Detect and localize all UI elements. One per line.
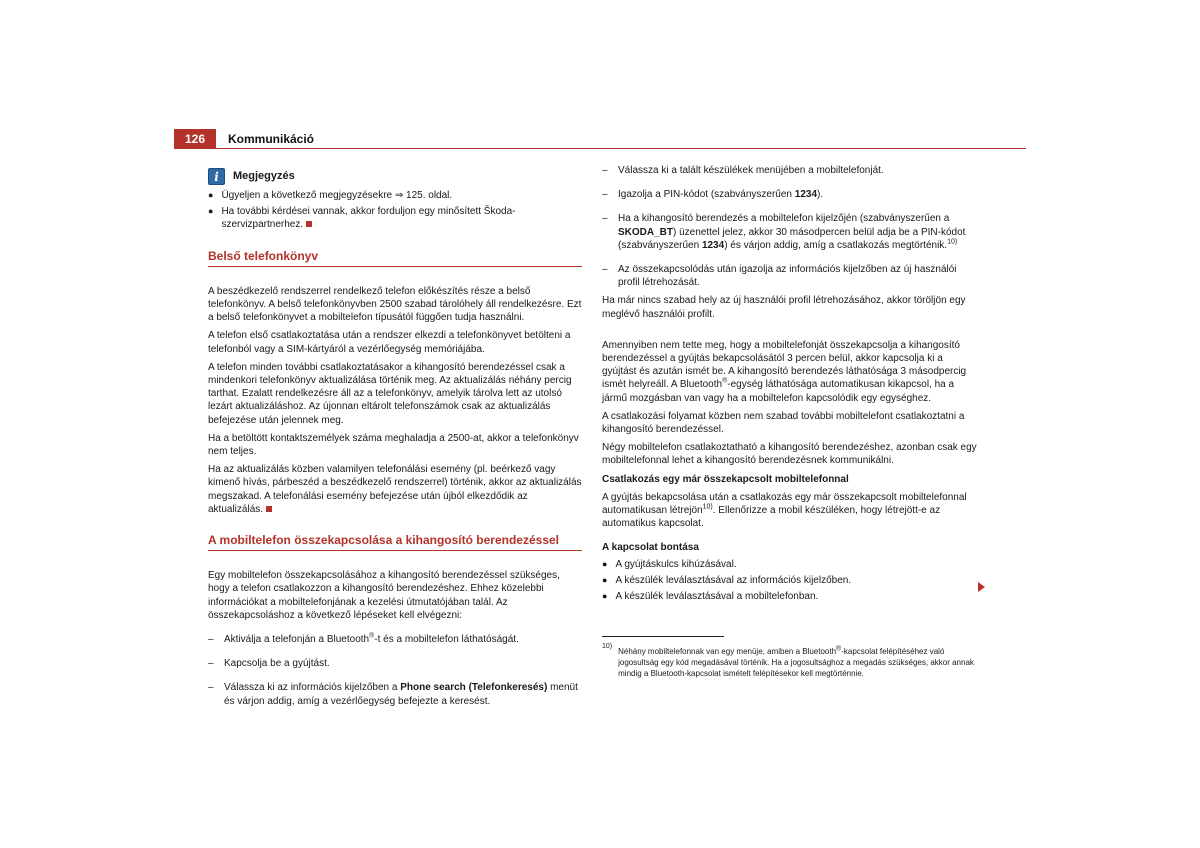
subheading-connected: Csatlakozás egy már összekapcsolt mobiltelefonnal <box>602 473 849 485</box>
section-title: Kommunikáció <box>228 132 315 146</box>
step-text: Az összekapcsolódás után igazolja az információs kijelzőben az új használói profil létrehozását. <box>618 264 957 289</box>
header-rule <box>174 148 1026 149</box>
page-number: 126 <box>174 129 216 149</box>
dash-mark: – <box>602 213 608 225</box>
dash-mark: – <box>602 189 608 201</box>
footnote-rule <box>602 636 724 637</box>
footnote-text: Néhány mobiltelefonnak van egy menüje, amiben a Bluetooth <box>618 647 837 656</box>
list-item <box>602 558 978 571</box>
heading-phonebook: Belső telefonkönyv <box>208 250 582 267</box>
paragraph: Ha a betöltött kontaktszemélyek száma meghaladja a 2500-at, akkor a telefonkönyv nem teljes. <box>208 432 579 458</box>
dash-mark: – <box>602 165 608 176</box>
step-text: Kapcsolja be a gyújtást. <box>224 658 330 670</box>
right-column <box>602 164 978 603</box>
step-item <box>602 164 978 177</box>
heading-pairing: A mobiltelefon összekapcsolása a kihangosító berendezéssel <box>208 534 582 551</box>
step-item <box>602 212 978 252</box>
left-column <box>208 168 582 708</box>
end-mark-icon <box>306 221 312 227</box>
step-text: -t és a mobiltelefon láthatóságát. <box>374 634 519 646</box>
next-page-arrow-icon <box>978 582 985 592</box>
bullet-icon: ● <box>602 591 608 602</box>
end-mark-icon <box>266 506 272 512</box>
paragraph: Egy mobiltelefon összekapcsolásához a kihangosító berendezéssel szükséges, hogy a telefon csatlakozzon a kihangosító berendezéshez. Ehhez közelebbi információkat a mobiltelefonjának a kezelési útmutatójában talál. Az összekapcsoláshoz a következő lépéseket kell elvégezni: <box>208 570 560 621</box>
dash-mark: – <box>208 682 214 694</box>
step-text: menüt és várjon addig, amíg a vezérlőegység befejezte a keresést. <box>224 682 578 707</box>
paragraph: A gyújtás bekapcsolása után a csatlakozás egy már összekapcsolt mobiltelefonnal automatikusan létrejön <box>602 491 967 517</box>
paragraph: Amennyiben nem tette meg, hogy a mobiltelefonját összekapcsolja a kihangosító berendezéssel a gyújtás bekapcsolásától 3 percen belül, akkor kapcsolja ki a gyújtást és azután ismét be. A kihangosító berendezés láthatósága 3 másodpercig ismét helyreáll. A Bluetooth <box>602 339 967 391</box>
menu-name: Phone search (Telefonkeresés) <box>400 682 548 694</box>
paragraph: -egység láthatósága automatikusan kikapcsol, ha a jármű mozgásban van vagy ha a mobiltelefon kapcsolódik egy egységhez. <box>602 379 955 404</box>
paragraph: Négy mobiltelefon csatlakoztatható a kihangosító berendezéshez, azonban csak egy mobiltelefonnal lehet a kihangosító berendezésnek kommunikálni. <box>602 442 977 467</box>
step-item <box>208 657 582 670</box>
list-text: A gyújtáskulcs kihúzásával. <box>615 558 737 570</box>
list-item <box>602 590 978 603</box>
paragraph: A beszédkezelő rendszerrel rendelkező telefon előkészítés része a belső telefonkönyv. A belső telefonkönyvben 2500 szabad tárolóhely áll rendelkezésre. Ezt a belső telefonkönyvet a mobiltelefon típusától függően tudja használni. <box>208 285 582 324</box>
paragraph: Ha az aktualizálás közben valamilyen telefonálási esemény (pl. beérkező vagy kimenő hívás, párbeszéd a beszédkezelő rendszerrel) történik, akkor az aktualizálás megszakad. A telefonálási esemény befejezése után újból elkezdődik az aktualizálás. <box>208 464 582 515</box>
bullet-icon: ● <box>602 574 608 585</box>
bullet-icon: ● <box>208 190 214 200</box>
step-item <box>208 633 582 646</box>
pin-code: 1234 <box>701 239 725 251</box>
paragraph: A csatlakozási folyamat közben nem szabad további mobiltelefont csatlakoztatni a kihangosító berendezéssel. <box>602 410 965 436</box>
paragraph: A telefon minden további csatlakoztatásakor a kihangosító berendezéssel csak a mindenkori telefonkönyv aktualizálása történik meg. Az aktualizálás néhány percig tarthat. Ezalatt rendelkezésre áll az a telefonkönyv, amelyik tárolva lett az utolsó lezárt aktualizáláshoz. Az újonnan eltárolt telefonszámok csak az aktualizálás befejezése után jelennek meg. <box>208 361 572 426</box>
step-text: ) üzenettel jelez, akkor 30 másodpercen belül adja be a PIN-kódot (szabványszerűen <box>618 226 966 251</box>
step-text: ). <box>817 189 824 201</box>
list-text: A készülék leválasztásával az információs kijelzőben. <box>615 574 852 586</box>
note-text: Ha további kérdései vannak, akkor forduljon egy minősített Škoda-szervizpartnerhez. <box>221 206 516 231</box>
footnote-text: -kapcsolat felépítéséhez való jogosultság egy kód megadásával történik. Ha a jogosultsághoz a megadás szükséges, akkor annak mindig a Bluetooth-kapcsolat ismételt felépítésekor kell megtörténnie. <box>618 647 974 678</box>
note-header <box>208 168 582 185</box>
step-item <box>208 681 582 707</box>
footnote <box>602 643 978 679</box>
subheading-disconnect: A kapcsolat bontása <box>602 542 699 554</box>
footnote-ref: 10) <box>702 503 713 511</box>
footnote-ref: 10) <box>947 238 958 246</box>
registered-mark: ® <box>722 378 728 386</box>
list-item <box>602 574 978 587</box>
note-bullet <box>208 189 582 202</box>
dash-mark: – <box>602 264 608 276</box>
paragraph: A telefon első csatlakoztatása után a rendszer elkezdi a telefonkönyvet betölteni a telefonból vagy a SIM-kártyáról a vezérlőegység memóriájába. <box>208 330 571 355</box>
info-icon: i <box>208 168 225 185</box>
registered-mark: ® <box>836 645 842 653</box>
step-item <box>602 188 978 201</box>
step-text: Igazolja a PIN-kódot (szabványszerűen <box>618 189 795 201</box>
step-text: Válassza ki a talált készülékek menüjében a mobiltelefonját. <box>618 165 884 176</box>
paragraph: . Ellenőrizze a mobil készüléken, hogy létrejött-e az automatikus kapcsolat. <box>602 505 941 530</box>
note-text: Ügyeljen a következő megjegyzésekre ⇒ 125. oldal. <box>221 190 453 201</box>
footnote-number: 10) <box>602 643 613 650</box>
registered-mark: ® <box>369 632 375 640</box>
bullet-icon: ● <box>602 558 608 569</box>
dash-mark: – <box>208 658 214 670</box>
note-bullet <box>208 205 582 231</box>
step-text: Válassza ki az információs kijelzőben a <box>224 682 401 694</box>
note-title: Megjegyzés <box>233 169 295 182</box>
list-text: A készülék leválasztásával a mobiltelefonban. <box>615 591 819 603</box>
paragraph: Ha már nincs szabad hely az új használói profil létrehozásához, akkor töröljön egy meglévő használói profilt. <box>602 295 966 320</box>
device-name: SKODA_BT <box>618 226 674 238</box>
step-text: ) és várjon addig, amíg a csatlakozás megtörténik. <box>724 239 948 251</box>
step-item <box>602 263 978 289</box>
step-text: Ha a kihangosító berendezés a mobiltelefon kijelzőjén (szabványszerűen a <box>618 213 950 225</box>
pin-code: 1234 <box>794 189 818 201</box>
dash-mark: – <box>208 634 214 646</box>
step-text: Aktiválja a telefonján a Bluetooth <box>224 634 370 646</box>
bullet-icon: ● <box>208 206 214 217</box>
